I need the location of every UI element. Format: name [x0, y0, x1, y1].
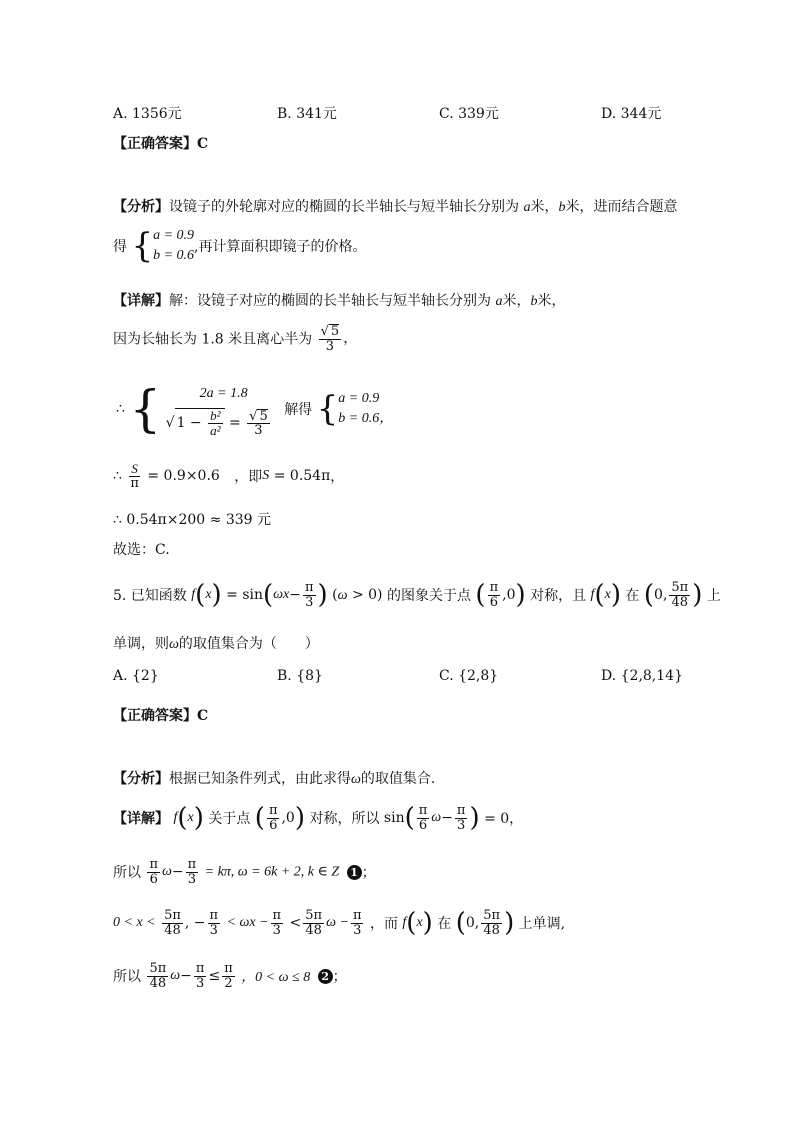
q4-answer: 【正确答案】C [113, 136, 209, 152]
q5-analysis: 【分析】根据已知条件列式，由此求得ω的取值集合. [113, 771, 436, 787]
q5-line-so2: 所以 $\frac{5\pi}{48}$ ω− $\frac{\pi}{3}$ ≤ $\frac{\pi}{2}$ ，0 < ω ≤ 8 2 ； [113, 961, 347, 991]
q4-option-c: C. 339元 [439, 106, 499, 122]
q4-option-b: B. 341元 [277, 106, 337, 122]
q4-area: ∴ $\frac{S}{\pi}$ = 0.9×0.6 ，即S = 0.54π， [113, 461, 345, 491]
q4-analysis-line2: 得 { a = 0.9 b = 0.6 ,再计算面积即镜子的价格。 [113, 226, 367, 266]
q4-system: ∴ { 2a = 1.8 √ 1 − $\frac{\text{b²}}{\text{a²}}$ = $\frac{√ 5}{3}$ 解得 { a = 0.9 b = 0.6， [116, 380, 394, 439]
q5-answer: 【正确答案】C [113, 708, 209, 724]
circled-one-marker: 1 [347, 865, 362, 880]
q5-line-ineq: 0 < x < $\frac{5\pi}{48}$ , − $\frac{\pi}{3}$ < ωx − $\frac{\pi}{3}$ < $\frac{5\pi}{48}$ ω − $\frac{\pi}{3}$ ，而 f(x) 在 (0, $\frac{5\pi}{48}$ ) 上单调, [113, 907, 566, 938]
q5-option-c: C. {2,8} [439, 668, 499, 684]
q4-price: ∴ 0.54π×200 ≈ 339 元 [113, 512, 271, 528]
q5-stem-line2: 单调，则ω的取值集合为（ ） [113, 636, 319, 652]
q4-analysis: 【分析】设镜子的外轮廓对应的椭圆的长半轴长与短半轴长分别为 a米，b米，进而结合题意 [113, 199, 678, 215]
q4-detail: 【详解】解：设镜子对应的椭圆的长半轴长与短半轴长分别为 a米，b米， [113, 293, 566, 309]
q5-stem: 5. 已知函数 f(x) = sin(ωx− $\frac{\pi}{3}$ ) (ω > 0) 的图象关于点 ( $\frac{\pi}{6}$ ,0) 对称，且 f(x) 在 (0, $\frac{5\pi}{48}$ ) 上 [113, 579, 721, 610]
q5-option-b: B. {8} [277, 668, 323, 684]
q5-line-so1: 所以 $\frac{\pi}{6}$ ω− $\frac{\pi}{3}$ = kπ, ω = 6k + 2, k ∈ Z 1 ； [113, 857, 376, 887]
q4-choose: 故选：C. [113, 542, 170, 558]
circled-two-marker: 2 [318, 969, 333, 984]
q5-option-a: A. {2} [113, 668, 159, 684]
q5-option-d: D. {2,8,14} [601, 668, 683, 684]
q4-axis-line: 因为长轴长为 1.8 米且离心半为 $\frac{√ 5}{3}$ ， [113, 324, 358, 354]
q5-detail: 【详解】 f(x) 关于点 ( $\frac{\pi}{6}$ ,0) 对称，所以 sin( $\frac{\pi}{6}$ ω− $\frac{\pi}{3}$ ) = 0， [113, 802, 524, 833]
q4-option-a: A. 1356元 [113, 106, 182, 122]
q4-option-d: D. 344元 [601, 106, 662, 122]
